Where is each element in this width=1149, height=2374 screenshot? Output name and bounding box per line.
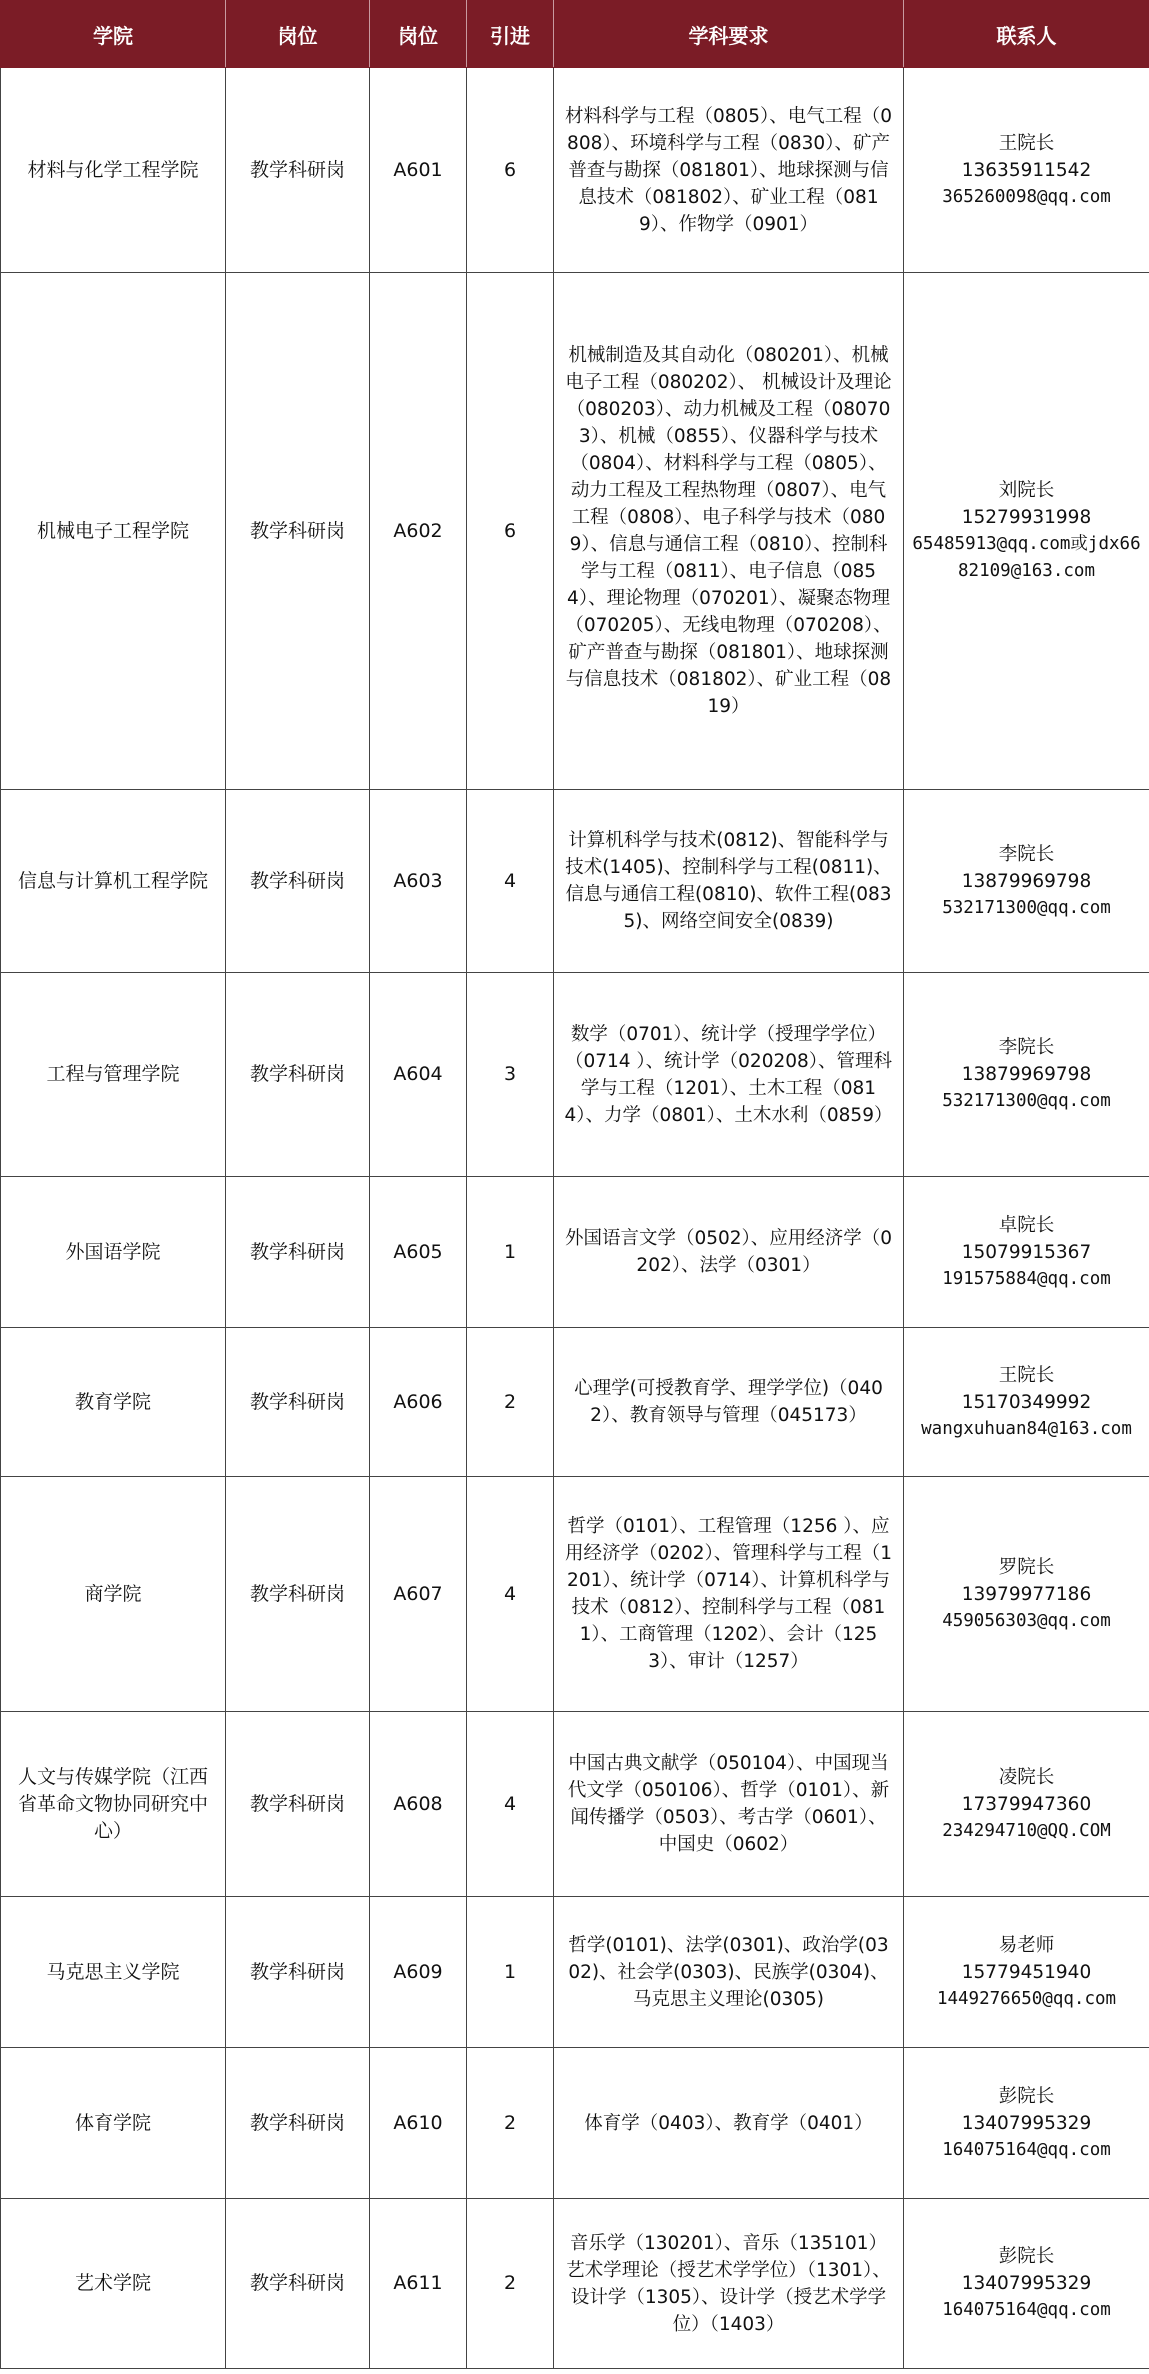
contact-email: 532171300@qq.com [942,1091,1111,1111]
subjects-cell: 心理学(可授教育学、理学学位)（0402）、教育领导与管理（045173） [554,1328,904,1477]
college-cell: 材料与化学工程学院 [1,68,226,273]
table-row [1,1177,1149,1328]
contact-phone: 13407995329 [961,2273,1092,2294]
code-cell: A608 [370,1712,467,1897]
contact-cell [904,1177,1149,1328]
table-body [1,68,1149,2369]
quota-cell: 2 [467,2199,554,2369]
table-row [1,2048,1149,2199]
position-cell: 教学科研岗 [226,1477,370,1712]
contact-phone: 13879969798 [961,870,1092,892]
subjects-cell: 哲学(0101)、法学(0301)、政治学(0302)、社会学(0303)、民族学(0304)、马克思主义理论(0305) [554,1897,904,2048]
position-cell: 教学科研岗 [226,2199,370,2369]
quota-cell: 3 [467,973,554,1177]
contact-name: 李院长 [998,1037,1055,1058]
position-cell: 教学科研岗 [226,68,370,273]
header-contact: 联系人 [904,1,1149,68]
subjects-cell: 中国古典文献学（050104）、中国现当代文学（050106）、哲学（0101）、新闻传播学（0503）、考古学（0601）、中国史（0602） [554,1712,904,1897]
contact-email: 532171300@qq.com [942,897,1111,918]
contact-phone: 17379947360 [961,1793,1092,1815]
position-cell: 教学科研岗 [226,273,370,790]
college-cell: 信息与计算机工程学院 [1,790,226,973]
contact-cell [904,1712,1149,1897]
contact-name: 刘院长 [998,480,1055,501]
subjects-cell: 外国语言文学（0502）、应用经济学（0202）、法学（0301） [554,1177,904,1328]
contact-phone: 15279931998 [961,507,1092,528]
subjects-cell: 音乐学（130201）、音乐（135101）艺术学理论（授艺术学学位）（1301）、设计学（1305）、设计学（授艺术学学位）（1403） [554,2199,904,2369]
table-row [1,1477,1149,1712]
contact-cell [904,1897,1149,2048]
quota-cell: 4 [467,1712,554,1897]
code-cell: A606 [370,1328,467,1477]
position-cell: 教学科研岗 [226,1177,370,1328]
contact-cell [904,973,1149,1177]
contact-email: 164075164@qq.com [942,2300,1111,2320]
quota-cell: 4 [467,790,554,973]
code-cell: A603 [370,790,467,973]
college-cell: 外国语学院 [1,1177,226,1328]
college-cell: 艺术学院 [1,2199,226,2369]
contact-name: 彭院长 [998,2085,1055,2107]
position-cell: 教学科研岗 [226,1897,370,2048]
code-cell: A607 [370,1477,467,1712]
college-cell: 马克思主义学院 [1,1897,226,2048]
contact-name: 凌院长 [998,1766,1055,1788]
position-cell: 教学科研岗 [226,2048,370,2199]
college-cell: 体育学院 [1,2048,226,2199]
table-row [1,790,1149,973]
quota-cell: 6 [467,68,554,273]
subjects-cell: 数学（0701）、统计学（授理学学位）（0714 ）、统计学（020208）、管理科学与工程（1201）、土木工程（0814）、力学（0801）、土木水利（0859） [554,973,904,1177]
quota-cell: 2 [467,1328,554,1477]
contact-cell [904,790,1149,973]
contact-email: 365260098@qq.com [942,186,1111,207]
contact-email: 459056303@qq.com [942,1610,1111,1631]
contact-phone: 13979977186 [961,1583,1092,1605]
contact-name: 卓院长 [998,1214,1055,1236]
table-row [1,68,1149,273]
table-row [1,1897,1149,2048]
contact-name: 彭院长 [998,2246,1055,2267]
code-cell: A604 [370,973,467,1177]
contact-phone: 13635911542 [961,159,1092,181]
contact-name: 王院长 [998,132,1055,154]
college-cell: 工程与管理学院 [1,973,226,1177]
header-position: 岗位 [226,1,370,68]
contact-cell [904,1328,1149,1477]
contact-name: 易老师 [998,1934,1055,1956]
college-cell: 人文与传媒学院（江西省革命文物协同研究中心） [1,1712,226,1897]
contact-cell [904,68,1149,273]
position-cell: 教学科研岗 [226,790,370,973]
contact-name: 王院长 [998,1364,1055,1386]
table-row [1,273,1149,790]
contact-cell [904,2199,1149,2369]
subjects-cell: 计算机科学与技术(0812)、智能科学与技术(1405)、控制科学与工程(0811)、信息与通信工程(0810)、软件工程(0835)、网络空间安全(0839) [554,790,904,973]
quota-cell: 4 [467,1477,554,1712]
college-cell: 教育学院 [1,1328,226,1477]
position-cell: 教学科研岗 [226,973,370,1177]
quota-cell: 2 [467,2048,554,2199]
quota-cell: 1 [467,1897,554,2048]
header-position-code: 岗位 [370,1,467,68]
table-row [1,973,1149,1177]
contact-email: 191575884@qq.com [942,1268,1111,1289]
subjects-cell: 体育学（0403）、教育学（0401） [554,2048,904,2199]
code-cell: A611 [370,2199,467,2369]
table-row [1,1328,1149,1477]
contact-email: wangxuhuan84@163.com [921,1418,1132,1439]
code-cell: A610 [370,2048,467,2199]
quota-cell: 6 [467,273,554,790]
table-row [1,1712,1149,1897]
contact-phone: 13407995329 [961,2112,1092,2134]
contact-phone: 15079915367 [961,1241,1092,1263]
position-cell: 教学科研岗 [226,1328,370,1477]
header-row [1,1,1149,68]
code-cell: A601 [370,68,467,273]
contact-phone: 15779451940 [961,1961,1092,1983]
contact-phone: 13879969798 [961,1064,1092,1085]
contact-email: 65485913@qq.com或jdx6682109@163.com [912,534,1141,581]
subjects-cell: 机械制造及其自动化（080201）、机械电子工程（080202）、 机械设计及理论（080203）、动力机械及工程（080703）、机械（0855）、仪器科学与技术（0804）、材料科学与工程（0805）、动力工程及工程热物理（0807）、电气工程（0808）、电子科学与技术（0809）、信息与通信工程（0810）、控制科学与工程（0811）、电子信息（0854）、理论物理（070201）、凝聚态物理（070205）、无线电物理（070208）、矿产普查与勘探（081801）、地球探测与信息技术（081802）、矿业工程（0819） [554,273,904,790]
header-college: 学院 [1,1,226,68]
contact-email: 1449276650@qq.com [936,1988,1117,2009]
contact-cell [904,1477,1149,1712]
contact-name: 罗院长 [998,1556,1055,1578]
contact-name: 李院长 [998,843,1055,865]
college-cell: 商学院 [1,1477,226,1712]
contact-email: 164075164@qq.com [942,2139,1111,2160]
code-cell: A609 [370,1897,467,2048]
contact-cell [904,2048,1149,2199]
contact-email: 234294710@QQ.COM [942,1820,1111,1841]
header-quota: 引进 [467,1,554,68]
table-row [1,2199,1149,2369]
contact-cell [904,273,1149,790]
college-cell: 机械电子工程学院 [1,273,226,790]
code-cell: A605 [370,1177,467,1328]
subjects-cell: 哲学（0101）、工程管理（1256 ）、应用经济学（0202）、管理科学与工程（1201）、统计学（0714）、计算机科学与技术（0812）、控制科学与工程（0811）、工商管理（1202）、会计（1253）、审计（1257） [554,1477,904,1712]
contact-phone: 15170349992 [961,1391,1092,1413]
table-header [1,1,1149,68]
subjects-cell: 材料科学与工程（0805）、电气工程（0808）、环境科学与工程（0830）、矿产普查与勘探（081801）、地球探测与信息技术（081802）、矿业工程（0819）、作物学（0901） [554,68,904,273]
quota-cell: 1 [467,1177,554,1328]
header-subjects: 学科要求 [554,1,904,68]
code-cell: A602 [370,273,467,790]
position-cell: 教学科研岗 [226,1712,370,1897]
